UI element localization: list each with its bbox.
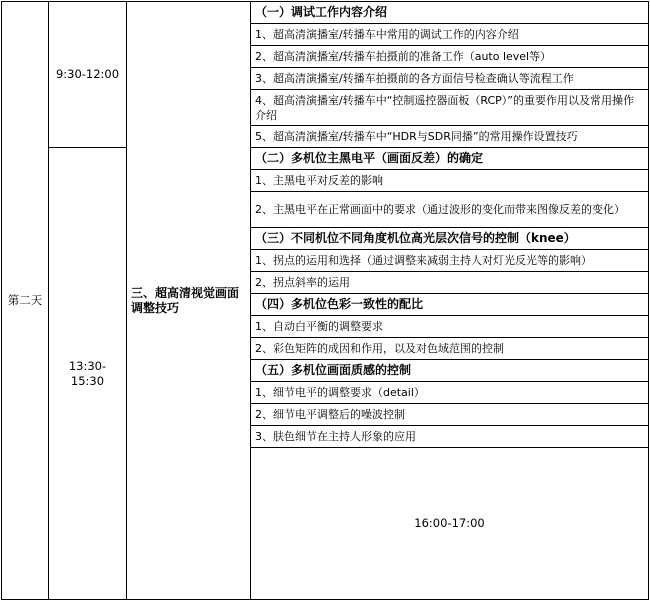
list-item: 5、超高清演播室/转播车中“HDR与SDR同播”的常用操作设置技巧 xyxy=(251,126,649,148)
session-time-afternoon: 13:30-15:30 xyxy=(49,148,127,600)
module-visual-adjustment: 三、超高清视觉画面调整技巧 xyxy=(127,2,251,600)
section-title: （二）多机位主黑电平（画面反差）的确定 xyxy=(251,148,649,170)
list-item: 4、超高清演播室/转播车中“控制遥控器面板（RCP）”的重要作用以及常用操作介绍 xyxy=(251,90,649,126)
day-cell: 第二天 xyxy=(2,2,49,600)
training-schedule-table xyxy=(1,1,649,600)
list-item: 2、彩色矩阵的成因和作用，以及对色域范围的控制 xyxy=(251,338,649,360)
list-item: 2、超高清演播室/转播车拍摄前的准备工作（auto level等） xyxy=(251,46,649,68)
list-item: 1、超高清演播室/转播车中常用的调试工作的内容介绍 xyxy=(251,24,649,46)
list-item: 1、细节电平的调整要求（detail） xyxy=(251,382,649,404)
section-title: （一）调试工作内容介绍 xyxy=(251,2,649,24)
list-item: 2、拐点斜率的运用 xyxy=(251,272,649,294)
list-item: 3、肤色细节在主持人形象的应用 xyxy=(251,426,649,448)
section-title: （五）多机位画面质感的控制 xyxy=(251,360,649,382)
section-title: （四）多机位色彩一致性的配比 xyxy=(251,294,649,316)
list-item: 1、主黑电平对反差的影响 xyxy=(251,170,649,192)
list-item: 3、超高清演播室/转播车拍摄前的各方面信号检查确认等流程工作 xyxy=(251,68,649,90)
list-item: 2、细节电平调整后的噪波控制 xyxy=(251,404,649,426)
list-item: 1、拐点的运用和选择（通过调整来减弱主持人对灯光反光等的影响） xyxy=(251,250,649,272)
session-time-morning: 9:30-12:00 xyxy=(49,2,127,148)
list-item: 1、自动白平衡的调整要求 xyxy=(251,316,649,338)
section-title: （三）不同机位不同角度机位高光层次信号的控制（knee） xyxy=(251,228,649,250)
list-item: 2、主黑电平在正常画面中的要求（通过波形的变化而带来图像反差的变化） xyxy=(251,192,649,228)
session-time-late: 16:00-17:00 xyxy=(251,448,649,600)
